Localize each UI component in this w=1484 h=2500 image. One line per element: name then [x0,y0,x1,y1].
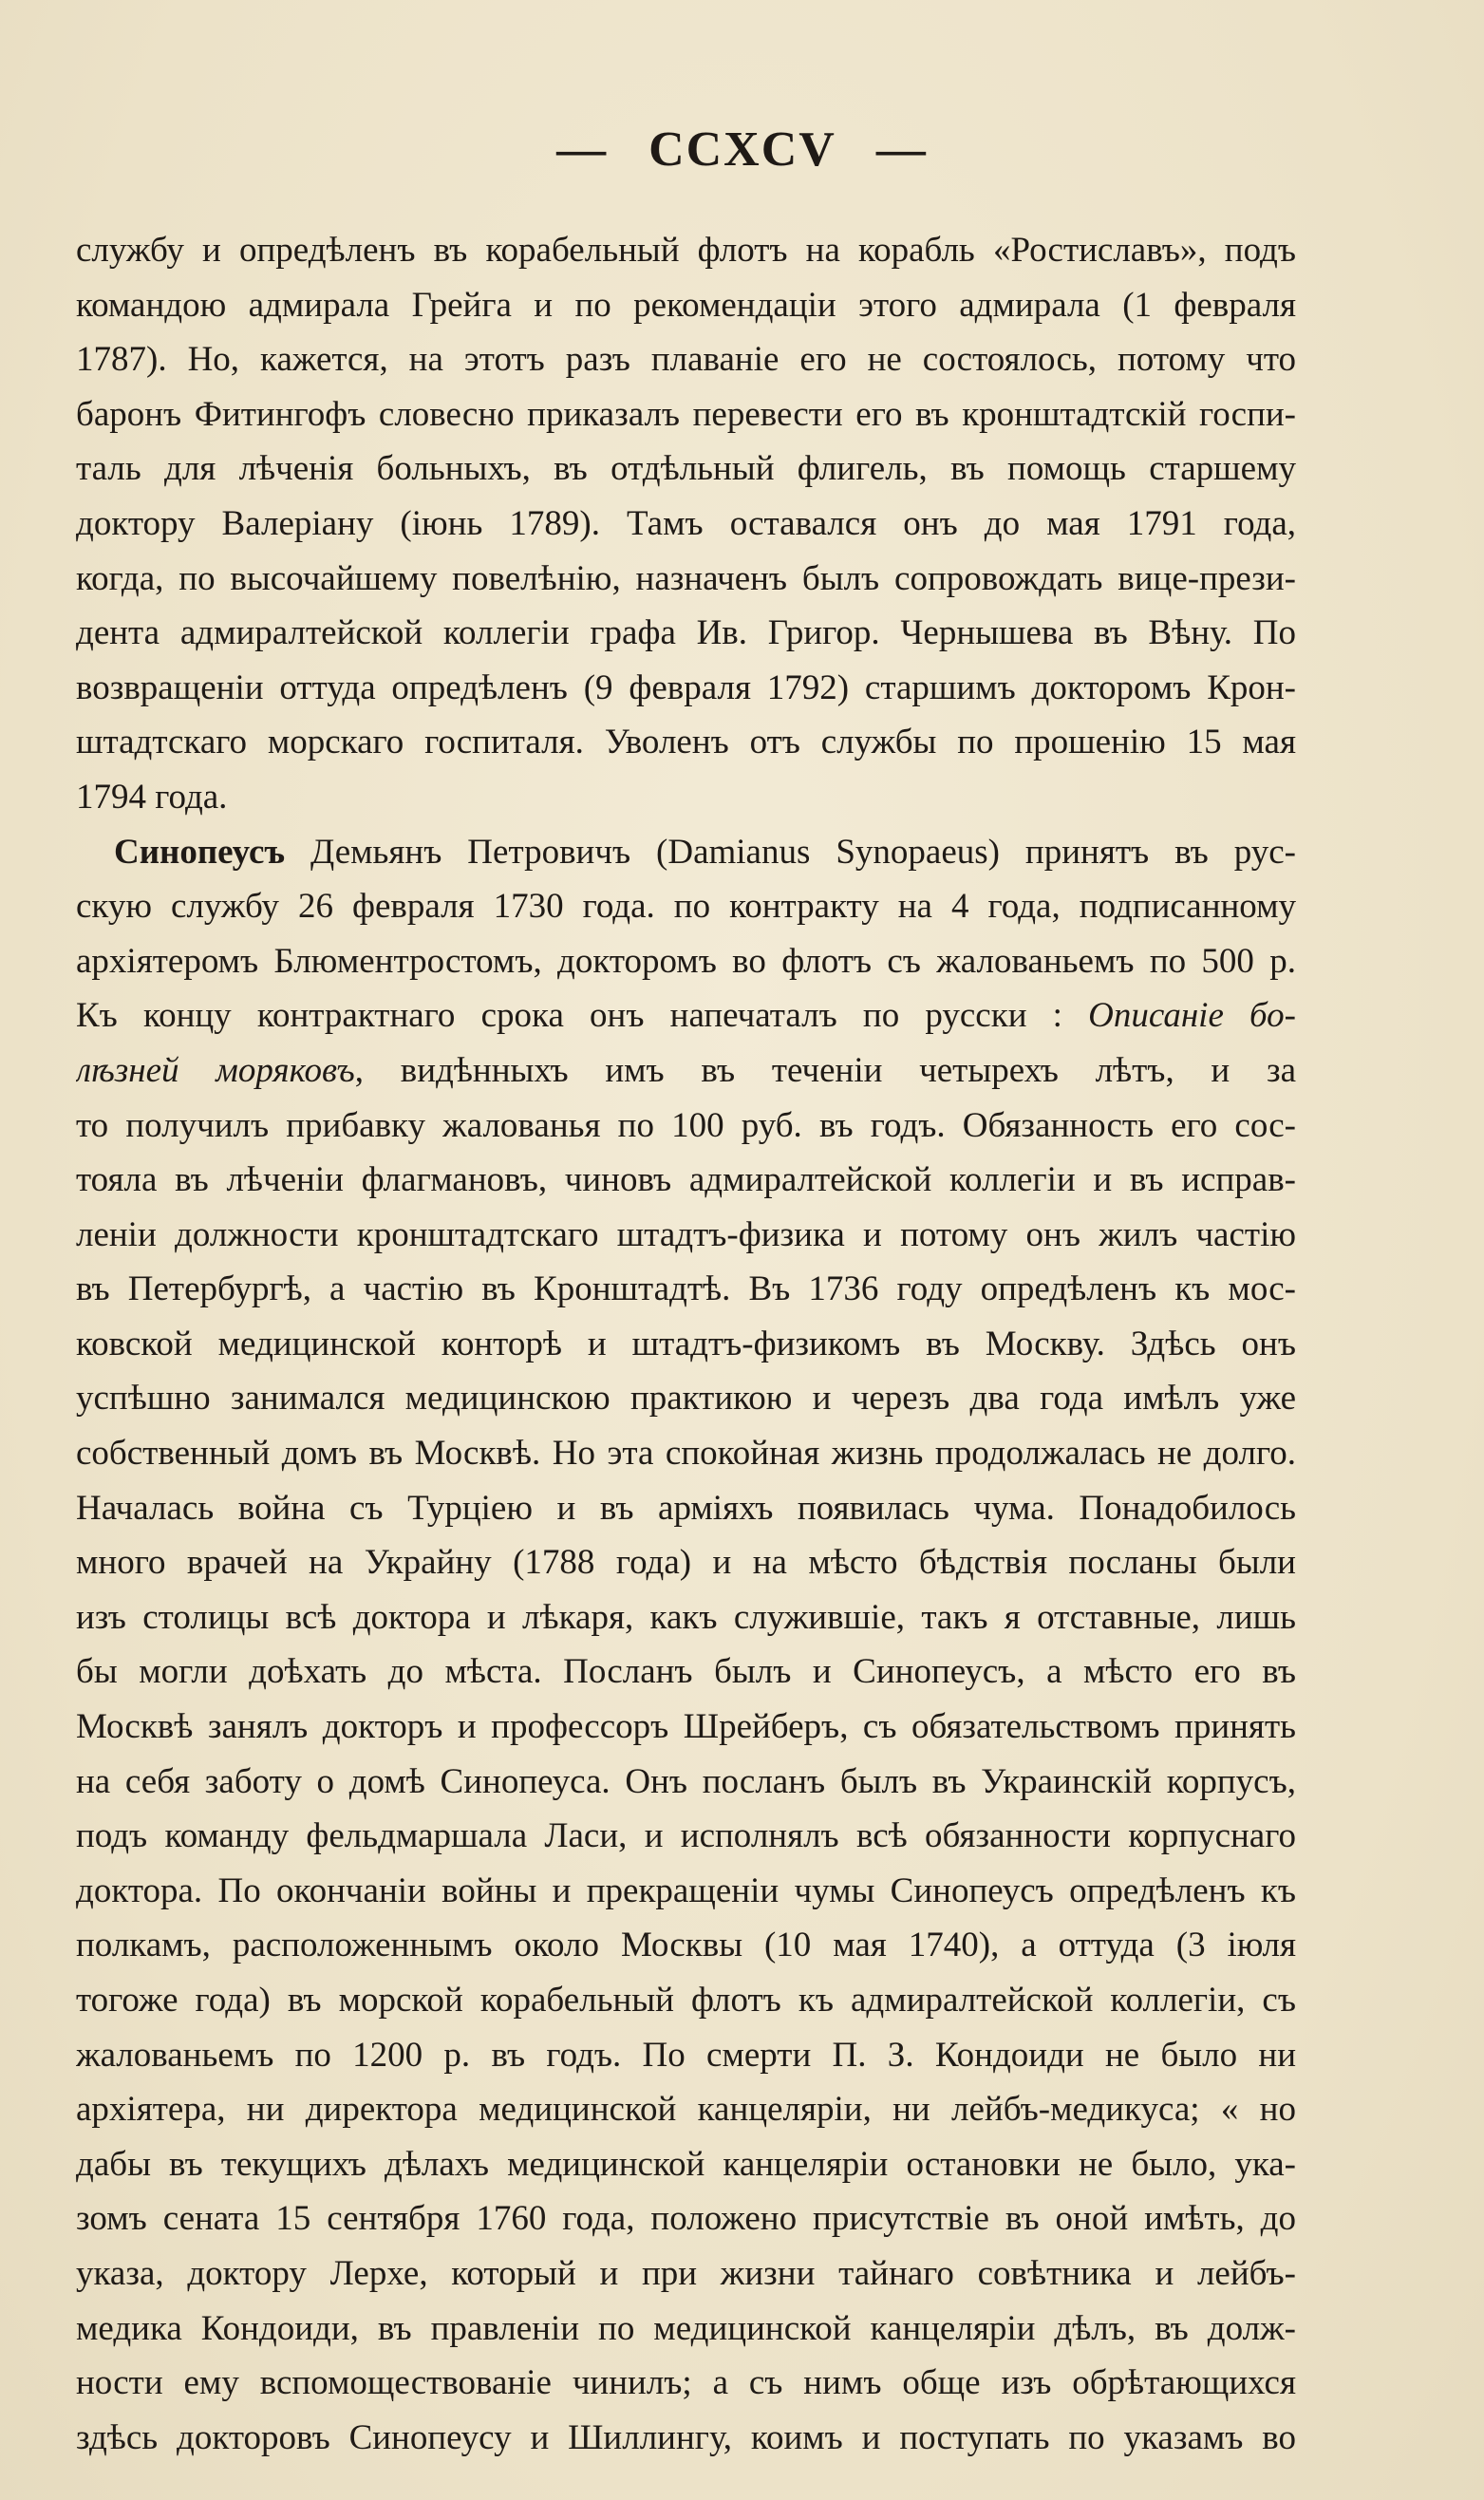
body-text [76,223,1296,2465]
book-title: лѣзней моряковъ [76,1050,355,1090]
paragraph-1 [76,223,1296,825]
entry-heading: Синопеусъ [114,832,286,872]
text-line: бы могли доѣхать до мѣста. Посланъ былъ и Синопеусъ, а мѣсто его въ [76,1652,1296,1692]
header-dash-left: — [556,122,609,177]
text-line: то получилъ прибавку жалованья по 100 руб. въ годъ. Обязанность его сос- [76,1105,1296,1145]
text-span: Къ концу контрактнаго срока онъ напечаталъ по русски : [76,996,1089,1036]
text-line: штадтскаго морскаго госпиталя. Уволенъ отъ службы по прошенію 15 мая [76,723,1296,762]
text-line: 1794 года. [76,777,228,817]
text-span: , видѣнныхъ имъ въ теченіи четырехъ лѣтъ, и за [354,1050,1296,1090]
text-line: медика Кондоиди, въ правленіи по медицинской канцеляріи дѣлъ, въ долж- [76,2308,1296,2348]
text-line: здѣсь докторовъ Синопеусу и Шиллингу, коимъ и поступать по указамъ во [76,2417,1296,2457]
text-line: изъ столицы всѣ доктора и лѣкаря, какъ служившіе, такъ я отставные, лишь [76,1597,1296,1637]
text-line: 1787). Но, кажется, на этотъ разъ плаваніе его не состоялось, потому что [76,340,1296,380]
text-line: архіятеромъ Блюментростомъ, докторомъ во флотъ съ жалованьемъ по 500 р. [76,941,1296,981]
text-line: указа, доктору Лерхе, который и при жизни тайнаго совѣтника и лейбъ- [76,2253,1296,2293]
text-line: въ Петербургѣ, а частію въ Кронштадтѣ. Въ 1736 году опредѣленъ къ мос- [76,1269,1296,1309]
text-line: на себя заботу о домѣ Синопеуса. Онъ посланъ былъ въ Украинскій корпусъ, [76,1761,1296,1801]
text-line: леніи должности кронштадтскаго штадтъ-физика и потому онъ жилъ частію [76,1214,1296,1254]
page-header [0,122,1484,178]
text-line: службу и опредѣленъ въ корабельный флотъ на корабль «Ростиславъ», подъ [76,231,1296,270]
text-line [76,988,1296,1043]
text-line: дента адмиралтейской коллегіи графа Ив. Григор. Чернышева въ Вѣну. По [76,613,1296,653]
text-line: доктору Валеріану (іюнь 1789). Тамъ оставался онъ до мая 1791 года, [76,503,1296,543]
text-line [76,825,1296,880]
text-line: дабы въ текущихъ дѣлахъ медицинской канцеляріи остановки не было, ука- [76,2144,1296,2184]
text-line [76,1043,1296,1099]
text-line: тояла въ лѣченіи флагмановъ, чиновъ адмиралтейской коллегіи и въ исправ- [76,1160,1296,1200]
book-title: Описаніе бо- [1088,996,1296,1036]
text-line: собственный домъ въ Москвѣ. Но эта спокойная жизнь продолжалась не долго. [76,1434,1296,1474]
text-line: успѣшно занимался медицинскою практикою и черезъ два года имѣлъ уже [76,1379,1296,1419]
text-line: тогоже года) въ морской корабельный флотъ къ адмиралтейской коллегіи, съ [76,1981,1296,2020]
text-line: скую службу 26 февраля 1730 года. по контракту на 4 года, подписанному [76,887,1296,927]
text-line: архіятера, ни директора медицинской канцеляріи, ни лейбъ-медикуса; « но [76,2090,1296,2130]
text-line: когда, по высочайшему повелѣнію, назначенъ былъ сопровождать вице-прези- [76,558,1296,598]
text-line: ности ему вспомоществованіе чинилъ; а съ нимъ обще изъ обрѣтающихся [76,2363,1296,2403]
text-line: полкамъ, расположеннымъ около Москвы (10 мая 1740), а оттуда (3 іюля [76,1926,1296,1965]
text-line: много врачей на Украйну (1788 года) и на мѣсто бѣдствія посланы были [76,1543,1296,1583]
text-line: возвращеніи оттуда опредѣленъ (9 февраля 1792) старшимъ докторомъ Крон- [76,667,1296,707]
text-line: жалованьемъ по 1200 р. въ годъ. По смерти П. З. Кондоиди не было ни [76,2035,1296,2075]
text-line: командою адмирала Грейга и по рекомендаціи этого адмирала (1 февраля [76,285,1296,325]
text-line: доктора. По окончаніи войны и прекращеніи чумы Синопеусъ опредѣленъ къ [76,1870,1296,1910]
header-dash-right: — [875,122,928,177]
text-line: подъ команду фельдмаршала Ласи, и исполнялъ всѣ обязанности корпуснаго [76,1816,1296,1856]
page-number: CCXCV [648,122,836,177]
text-line: зомъ сената 15 сентября 1760 года, положено присутствіе въ оной имѣть, до [76,2199,1296,2239]
text-span: Демьянъ Петровичъ (Damianus Synopaeus) принятъ въ рус- [285,832,1296,872]
text-line: баронъ Фитингофъ словесно приказалъ перевести его въ кронштадтскій госпи- [76,394,1296,434]
text-line: ковской медицинской конторѣ и штадтъ-физикомъ въ Москву. Здѣсь онъ [76,1324,1296,1363]
text-line: Началась война съ Турціею и въ арміяхъ появилась чума. Понадобилось [76,1488,1296,1528]
text-line: таль для лѣченія больныхъ, въ отдѣльный флигель, въ помощь старшему [76,449,1296,489]
paragraph-2 [76,825,1296,2466]
text-line: Москвѣ занялъ докторъ и профессоръ Шрейберъ, съ обязательствомъ принять [76,1707,1296,1747]
